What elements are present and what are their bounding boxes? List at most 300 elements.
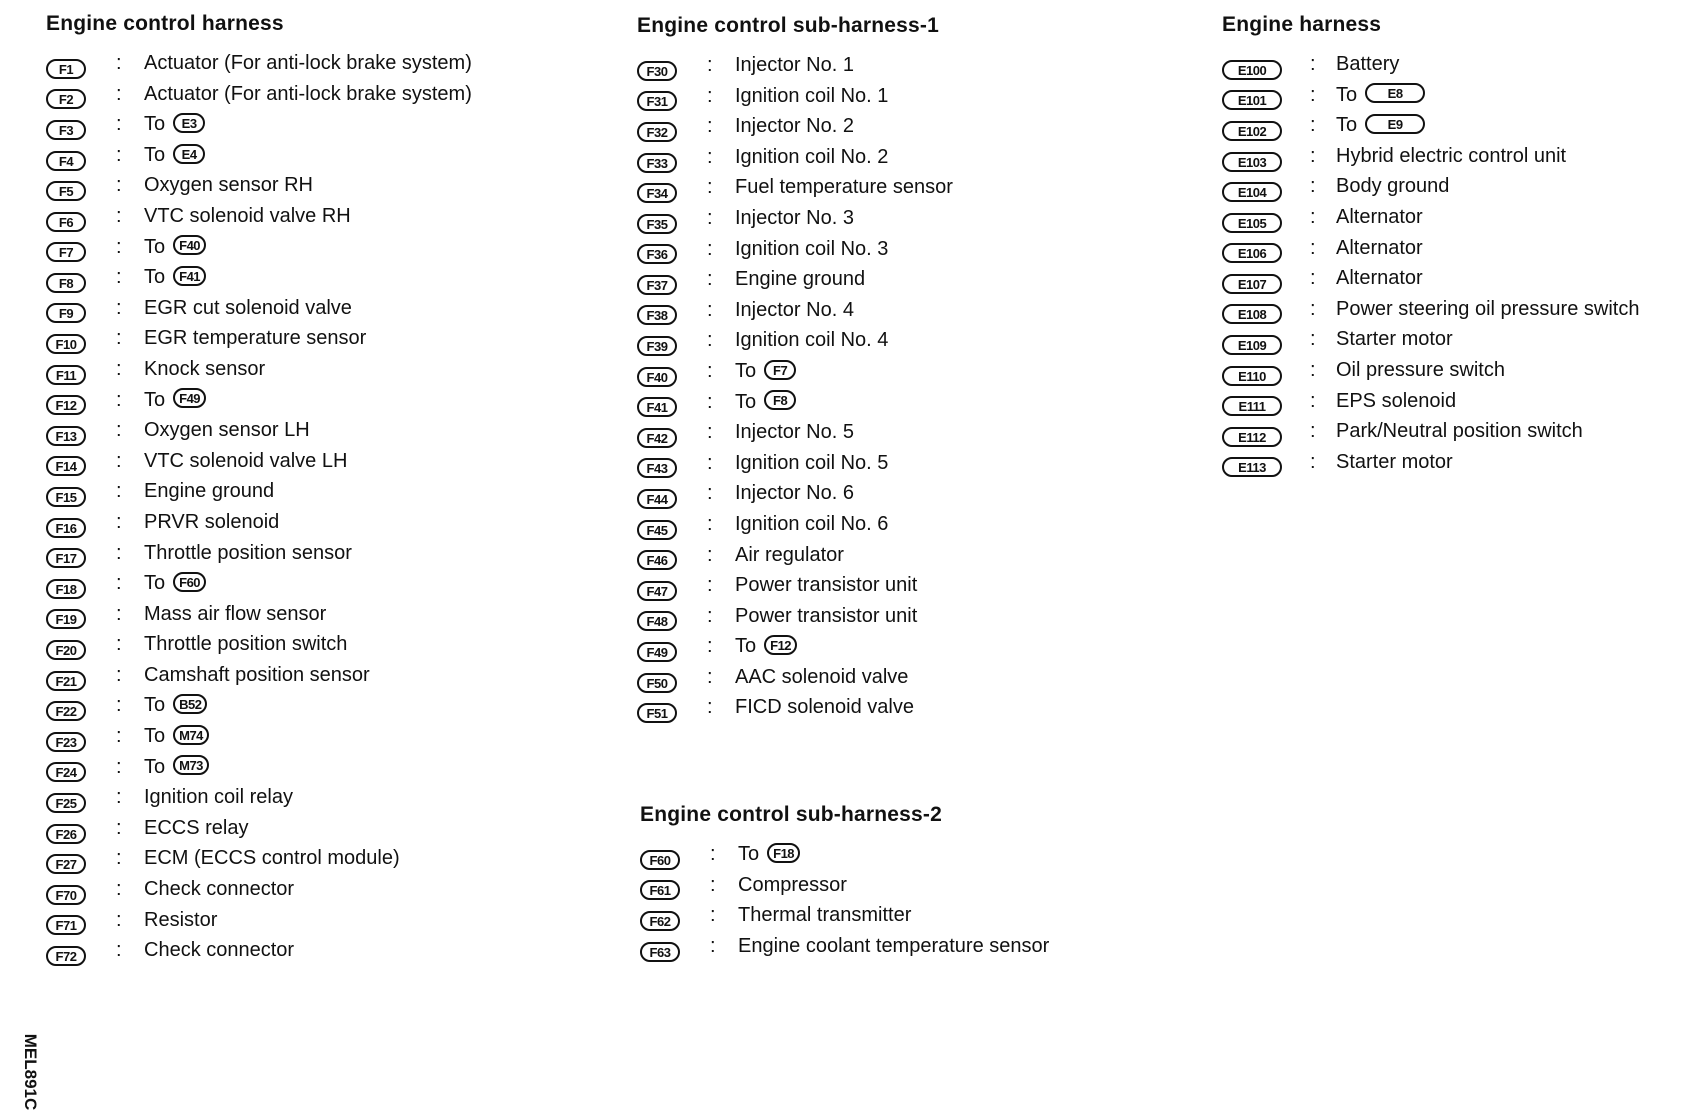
description-text: Knock sensor <box>144 357 266 380</box>
description-text: Battery <box>1336 53 1400 75</box>
separator-colon: : <box>1310 297 1316 320</box>
description-text: To <box>144 143 166 166</box>
connector-list <box>46 48 472 966</box>
separator-colon: : <box>707 145 713 168</box>
connector-description <box>144 293 352 324</box>
description-text: Compressor <box>738 873 847 896</box>
connector-row <box>637 570 939 601</box>
connector-row <box>46 262 284 293</box>
connector-row <box>637 295 939 326</box>
description-text: Thermal transmitter <box>738 904 912 927</box>
connector-badge: F37 <box>637 275 677 295</box>
connector-list <box>640 839 1050 961</box>
connector-row <box>637 203 939 234</box>
connector-row <box>1222 233 1423 264</box>
description-text: Hybrid electric control unit <box>1336 144 1567 167</box>
separator-colon: : <box>1310 328 1316 351</box>
connector-badge: E100 <box>1222 60 1282 80</box>
separator-colon: : <box>707 390 713 413</box>
connector-description <box>144 874 294 905</box>
connector-row <box>1222 80 1403 111</box>
separator-colon: : <box>707 329 713 352</box>
connector-badge: F33 <box>637 153 677 173</box>
connector-description <box>735 570 917 601</box>
separator-colon: : <box>1310 205 1316 228</box>
connector-row <box>46 109 284 140</box>
separator-colon: : <box>707 696 713 719</box>
connector-row <box>46 721 284 752</box>
section-title: Engine control sub-harness-1 <box>637 14 939 37</box>
separator-colon: : <box>116 755 122 778</box>
description-text: To <box>735 635 757 658</box>
connector-description <box>735 81 888 112</box>
connector-badge: F15 <box>46 487 86 507</box>
connector-row <box>46 170 313 201</box>
connector-description <box>144 843 400 874</box>
connector-badge: F8 <box>46 273 86 293</box>
connector-badge: F30 <box>637 61 677 81</box>
connector-row <box>46 507 284 538</box>
engine-control-harness-section <box>46 10 472 966</box>
separator-colon: : <box>707 206 713 229</box>
separator-colon: : <box>116 449 122 472</box>
connector-description <box>735 356 796 387</box>
description-text: Oxygen sensor RH <box>144 174 313 197</box>
description-text: To <box>144 725 166 748</box>
separator-colon: : <box>710 843 716 865</box>
connector-list <box>637 50 953 723</box>
connector-description <box>1336 386 1456 417</box>
connector-badge: F25 <box>46 793 86 813</box>
connector-code <box>637 697 677 728</box>
connector-badge: F70 <box>46 885 86 905</box>
connector-badge: F42 <box>637 428 677 448</box>
connector-row <box>1222 324 1453 355</box>
connector-row <box>1222 447 1453 478</box>
separator-colon: : <box>707 54 713 76</box>
connector-description <box>144 599 326 630</box>
separator-colon: : <box>116 419 122 442</box>
separator-colon: : <box>116 266 122 289</box>
description-text: Starter motor <box>1336 328 1453 351</box>
connector-code <box>1222 452 1282 483</box>
connector-description <box>144 813 248 844</box>
section-title: Engine control sub-harness-2 <box>640 803 942 826</box>
description-text: Actuator (For anti-lock brake system) <box>144 52 472 74</box>
connector-description <box>738 931 1049 962</box>
connector-badge: F72 <box>46 946 86 966</box>
connector-row <box>637 264 939 295</box>
connector-row <box>46 660 370 691</box>
connector-badge: F50 <box>637 673 677 693</box>
separator-colon: : <box>1310 267 1316 290</box>
connector-badge: F62 <box>640 911 680 931</box>
reference-connector-badge: F8 <box>764 390 796 410</box>
connector-description <box>735 203 854 234</box>
description-text: EGR cut solenoid valve <box>144 296 352 319</box>
engine-harness-section <box>1222 11 1640 477</box>
description-text: Camshaft position sensor <box>144 663 370 686</box>
separator-colon: : <box>1310 114 1316 137</box>
connector-badge: E101 <box>1222 90 1282 110</box>
connector-code <box>640 936 680 967</box>
description-text: Ignition coil No. 3 <box>735 237 889 260</box>
description-text: PRVR solenoid <box>144 510 280 533</box>
connector-badge: F31 <box>637 91 677 111</box>
connector-row <box>637 540 939 571</box>
connector-badge: E106 <box>1222 243 1282 263</box>
description-text: Power transistor unit <box>735 574 918 597</box>
description-text: Air regulator <box>735 543 844 566</box>
connector-badge: E104 <box>1222 182 1282 202</box>
connector-row <box>46 415 310 446</box>
connector-description <box>735 478 854 509</box>
connector-row <box>46 752 284 783</box>
connector-badge: E108 <box>1222 304 1282 324</box>
connector-badge: E103 <box>1222 152 1282 172</box>
connector-badge: F44 <box>637 489 677 509</box>
connector-description <box>144 568 206 599</box>
connector-description <box>144 690 207 721</box>
connector-description <box>735 540 844 571</box>
connector-badge: F13 <box>46 426 86 446</box>
separator-colon: : <box>116 113 122 136</box>
connector-description <box>735 387 796 418</box>
connector-badge: F21 <box>46 671 86 691</box>
connector-badge: F71 <box>46 915 86 935</box>
description-text: AAC solenoid valve <box>735 665 909 688</box>
separator-colon: : <box>707 543 713 566</box>
connector-description <box>735 601 917 632</box>
description-text: Ignition coil No. 4 <box>735 329 889 352</box>
connector-badge: F40 <box>637 367 677 387</box>
connector-badge: F11 <box>46 365 86 385</box>
description-text: VTC solenoid valve LH <box>144 449 348 472</box>
connector-row <box>640 900 942 931</box>
connector-badge: F27 <box>46 854 86 874</box>
connector-badge: F22 <box>46 701 86 721</box>
connector-badge: F35 <box>637 214 677 234</box>
separator-colon: : <box>707 512 713 535</box>
connector-description <box>144 385 206 416</box>
connector-description <box>735 142 888 173</box>
description-text: Ignition coil No. 5 <box>735 451 889 474</box>
description-text: Power steering oil pressure switch <box>1336 297 1640 320</box>
description-text: To <box>144 113 166 136</box>
connector-row <box>1222 110 1403 141</box>
description-text: Alternator <box>1336 236 1423 259</box>
connector-row <box>637 325 939 356</box>
connector-description <box>144 538 352 569</box>
connector-badge: F26 <box>46 824 86 844</box>
connector-badge: F4 <box>46 151 86 171</box>
description-text: To <box>144 235 166 258</box>
connector-description <box>144 262 206 293</box>
separator-colon: : <box>116 510 122 533</box>
connector-badge: F61 <box>640 880 680 900</box>
connector-row <box>46 48 472 79</box>
description-text: To <box>738 843 760 865</box>
connector-description <box>738 900 911 931</box>
connector-row <box>640 931 1050 962</box>
connector-row <box>46 874 295 905</box>
separator-colon: : <box>707 482 713 505</box>
connector-row <box>46 782 293 813</box>
connector-badge: E102 <box>1222 121 1282 141</box>
separator-colon: : <box>116 480 122 503</box>
separator-colon: : <box>116 694 122 717</box>
connector-description <box>1336 171 1449 202</box>
reference-connector-badge: F60 <box>173 572 206 592</box>
connector-list <box>1222 49 1640 477</box>
connector-badge: F38 <box>637 305 677 325</box>
connector-code <box>46 940 86 971</box>
description-text: Engine ground <box>735 268 866 291</box>
connector-description <box>144 48 472 79</box>
connector-badge: F60 <box>640 850 680 870</box>
description-text: Check connector <box>144 939 295 962</box>
connector-description <box>735 234 888 265</box>
separator-colon: : <box>707 421 713 444</box>
section-title: Engine harness <box>1222 13 1382 36</box>
separator-colon: : <box>1310 236 1316 259</box>
description-text: Injector No. 3 <box>735 206 854 229</box>
connector-description <box>144 446 347 477</box>
connector-description <box>144 140 205 171</box>
connector-row <box>46 476 284 507</box>
separator-colon: : <box>116 143 122 166</box>
connector-description <box>144 476 274 507</box>
connector-row <box>637 631 939 662</box>
connector-description <box>1336 447 1453 478</box>
connector-badge: F19 <box>46 609 86 629</box>
separator-colon: : <box>116 357 122 380</box>
connector-description <box>144 752 209 783</box>
connector-description <box>735 662 908 693</box>
separator-colon: : <box>116 235 122 258</box>
connector-description <box>144 232 206 263</box>
separator-colon: : <box>707 115 713 138</box>
connector-badge: F14 <box>46 456 86 476</box>
connector-row <box>640 839 942 870</box>
description-text: Injector No. 5 <box>735 421 854 444</box>
description-text: FICD solenoid valve <box>735 696 914 719</box>
connector-row <box>46 79 472 110</box>
connector-row <box>637 448 939 479</box>
reference-connector-badge: B52 <box>173 694 207 714</box>
separator-colon: : <box>1310 53 1316 75</box>
separator-colon: : <box>116 816 122 839</box>
separator-colon: : <box>116 786 122 809</box>
connector-description <box>144 354 265 385</box>
connector-row <box>640 870 942 901</box>
connector-row <box>1222 141 1567 172</box>
separator-colon: : <box>116 725 122 748</box>
description-text: Resistor <box>144 908 218 931</box>
separator-colon: : <box>116 572 122 595</box>
connector-description <box>144 170 313 201</box>
connector-description <box>735 631 797 662</box>
connector-row <box>637 142 939 173</box>
connector-description <box>144 109 205 140</box>
separator-colon: : <box>710 934 716 957</box>
connector-badge: F20 <box>46 640 86 660</box>
connector-badge: F43 <box>637 458 677 478</box>
connector-badge: F17 <box>46 548 86 568</box>
description-text: To <box>144 694 166 717</box>
connector-badge: F9 <box>46 303 86 323</box>
connector-row <box>46 323 367 354</box>
connector-description <box>144 507 279 538</box>
connector-badge: F12 <box>46 395 86 415</box>
description-text: EGR temperature sensor <box>144 327 367 350</box>
reference-connector-badge: F18 <box>767 843 800 863</box>
description-text: Oxygen sensor LH <box>144 419 310 442</box>
connector-badge: E110 <box>1222 366 1282 386</box>
connector-badge: F32 <box>637 122 677 142</box>
description-text: ECM (ECCS control module) <box>144 847 400 870</box>
connector-badge: F34 <box>637 183 677 203</box>
connector-row <box>46 599 327 630</box>
description-text: To <box>735 390 757 413</box>
description-text: Engine coolant temperature sensor <box>738 934 1050 957</box>
description-text: Mass air flow sensor <box>144 602 327 625</box>
separator-colon: : <box>707 574 713 597</box>
connector-badge: E111 <box>1222 396 1282 416</box>
connector-row <box>46 905 284 936</box>
connector-badge: F39 <box>637 336 677 356</box>
connector-badge: F3 <box>46 120 86 140</box>
connector-row <box>1222 386 1457 417</box>
connector-row <box>1222 355 1505 386</box>
description-text: Injector No. 2 <box>735 115 854 138</box>
description-text: To <box>144 388 166 411</box>
separator-colon: : <box>116 52 122 74</box>
description-text: Check connector <box>144 878 295 901</box>
connector-description <box>144 782 293 813</box>
separator-colon: : <box>1310 358 1316 381</box>
separator-colon: : <box>1310 83 1316 106</box>
separator-colon: : <box>707 237 713 260</box>
connector-row <box>46 843 400 874</box>
separator-colon: : <box>116 908 122 931</box>
description-text: Ignition coil relay <box>144 786 293 809</box>
separator-colon: : <box>116 82 122 105</box>
separator-colon: : <box>1310 175 1316 198</box>
description-text: Injector No. 4 <box>735 298 854 321</box>
separator-colon: : <box>707 604 713 627</box>
connector-row <box>637 234 939 265</box>
connector-badge: F23 <box>46 732 86 752</box>
connector-description <box>144 660 370 691</box>
connector-badge: F6 <box>46 212 86 232</box>
description-text: Throttle position sensor <box>144 541 352 564</box>
connector-row <box>1222 416 1583 447</box>
connector-badge: F10 <box>46 334 86 354</box>
connector-description <box>1336 355 1505 386</box>
section-title: Engine control harness <box>46 12 284 35</box>
reference-connector-badge: F41 <box>173 266 206 286</box>
connector-description <box>144 323 366 354</box>
connector-badge: E107 <box>1222 274 1282 294</box>
connector-row <box>46 935 295 966</box>
separator-colon: : <box>707 268 713 291</box>
connector-description <box>144 79 472 110</box>
connector-description <box>735 295 854 326</box>
connector-description <box>735 172 953 203</box>
description-text: To <box>144 572 166 595</box>
description-text: ECCS relay <box>144 816 249 839</box>
connector-badge: E109 <box>1222 335 1282 355</box>
connector-description <box>144 721 209 752</box>
description-text: Ignition coil No. 2 <box>735 145 889 168</box>
connector-row <box>46 385 284 416</box>
connector-row <box>637 509 939 540</box>
description-text: Alternator <box>1336 267 1423 290</box>
connector-description <box>144 905 217 936</box>
connector-badge: F24 <box>46 762 86 782</box>
connector-description <box>144 415 310 446</box>
connector-badge: F45 <box>637 520 677 540</box>
description-text: Injector No. 6 <box>735 482 854 505</box>
separator-colon: : <box>116 663 122 686</box>
connector-row <box>46 568 284 599</box>
description-text: Fuel temperature sensor <box>735 176 953 199</box>
separator-colon: : <box>710 904 716 927</box>
connector-description <box>1336 202 1423 233</box>
separator-colon: : <box>707 176 713 199</box>
connector-badge: F18 <box>46 579 86 599</box>
description-text: To <box>1336 114 1358 137</box>
separator-colon: : <box>1310 389 1316 412</box>
connector-badge: F2 <box>46 89 86 109</box>
description-text: Starter motor <box>1336 450 1453 473</box>
connector-description <box>735 692 914 723</box>
connector-description <box>735 509 888 540</box>
separator-colon: : <box>707 635 713 658</box>
connector-row <box>637 387 939 418</box>
connector-row <box>637 417 939 448</box>
connector-row <box>46 354 284 385</box>
separator-colon: : <box>707 298 713 321</box>
reference-connector-badge: M74 <box>173 725 209 745</box>
connector-row <box>46 629 348 660</box>
connector-row <box>637 692 939 723</box>
connector-row <box>46 538 352 569</box>
separator-colon: : <box>116 878 122 901</box>
figure-code: MEL891C <box>21 1033 40 1111</box>
connector-badge: E113 <box>1222 457 1282 477</box>
connector-badge: F47 <box>637 581 677 601</box>
connector-description <box>1336 141 1566 172</box>
reference-connector-badge: E8 <box>1365 83 1425 103</box>
reference-connector-badge: F40 <box>173 235 206 255</box>
connector-badge: F63 <box>640 942 680 962</box>
connector-badge: E105 <box>1222 213 1282 233</box>
connector-description <box>735 264 865 295</box>
connector-row <box>46 690 284 721</box>
connector-description <box>144 629 347 660</box>
description-text: Oil pressure switch <box>1336 358 1505 381</box>
connector-description <box>735 448 888 479</box>
connector-row <box>1222 49 1400 80</box>
description-text: Park/Neutral position switch <box>1336 420 1583 443</box>
separator-colon: : <box>116 174 122 197</box>
description-text: Engine ground <box>144 480 275 503</box>
connector-badge: E112 <box>1222 427 1282 447</box>
connector-badge: F48 <box>637 611 677 631</box>
connector-row <box>637 356 939 387</box>
